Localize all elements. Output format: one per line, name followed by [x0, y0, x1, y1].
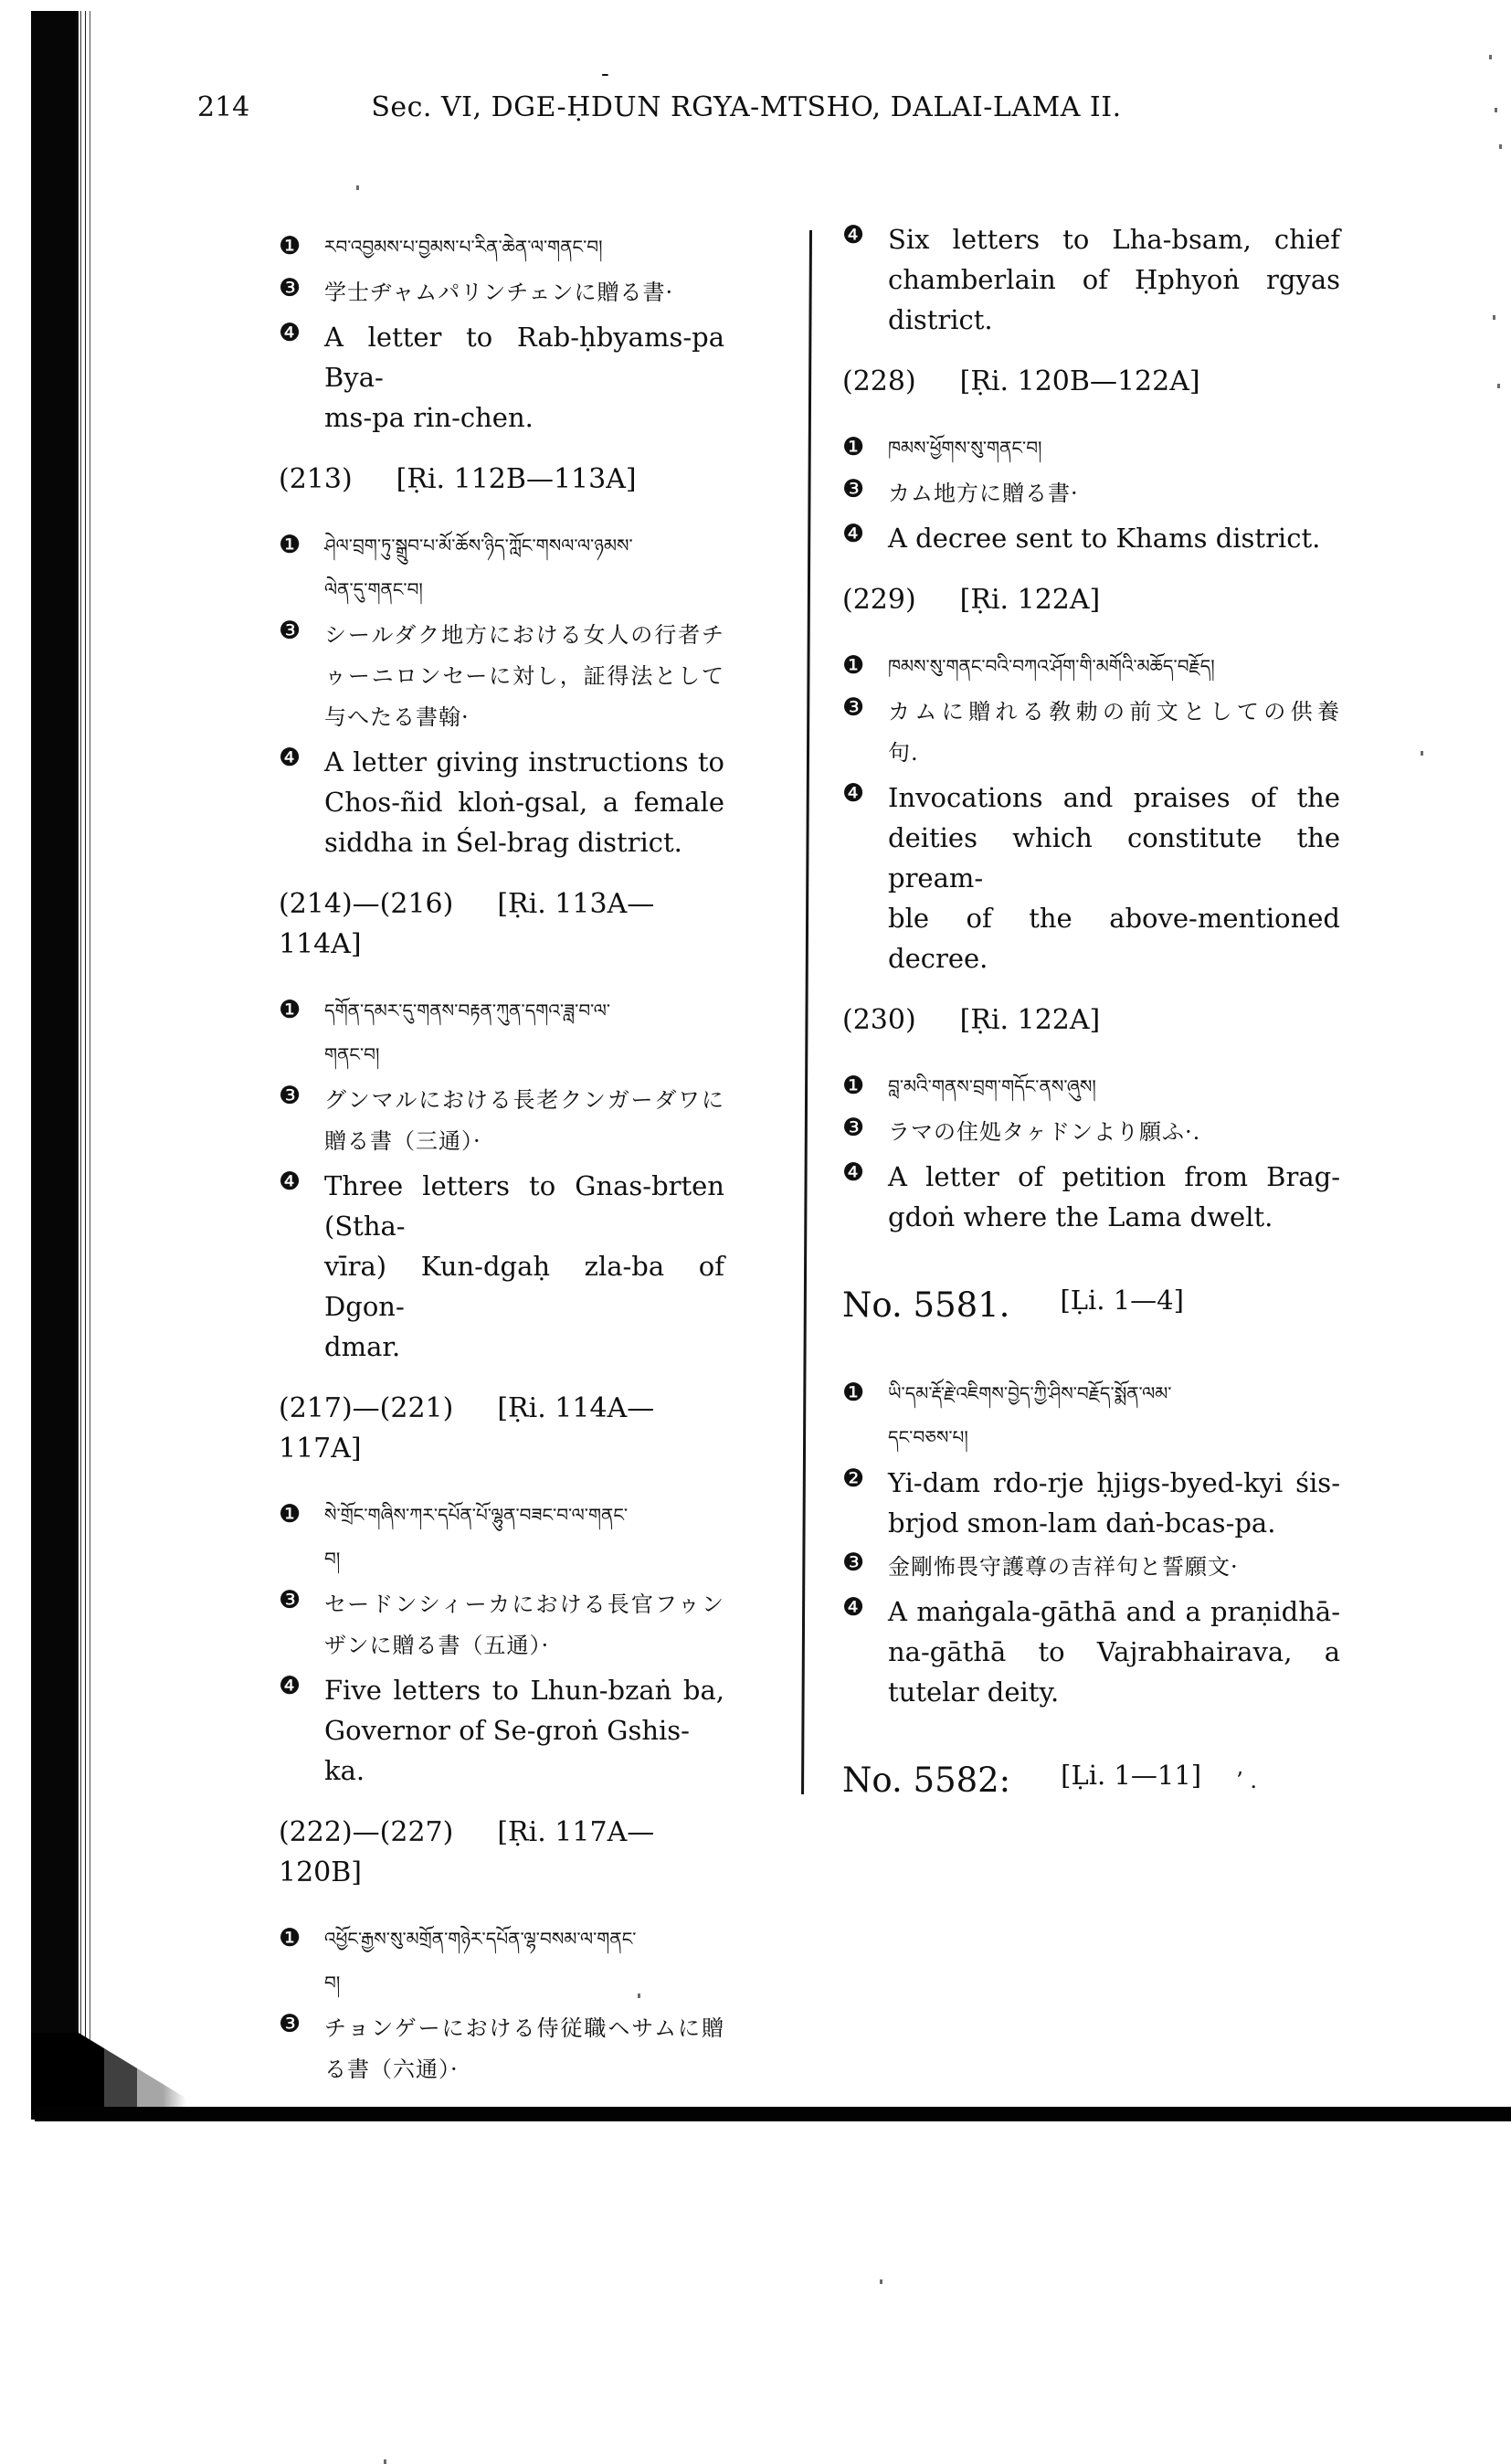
entry-lines: [888, 692, 1340, 774]
section-number: (230): [842, 1004, 916, 1036]
scan-speck: [1421, 751, 1423, 756]
scan-speck: [384, 2459, 386, 2464]
catalog-number-label: No. 5581.: [842, 1285, 1010, 1325]
entry-line: 句.: [888, 740, 919, 766]
entry-lines: [324, 615, 724, 738]
entry-line: vīra) Kun-dgaḥ zla-ba of Dgon-: [324, 1251, 724, 1322]
entry-lines: [888, 1463, 1340, 1543]
entry-line: 学士ヂャムパリンチェンに贈る書·: [324, 280, 674, 305]
numbered-disc-icon: ❹: [279, 1672, 301, 1700]
entry-line: カムに贈れる敎勅の前文としての供養: [888, 699, 1340, 724]
numbered-disc-icon: ❶: [279, 1924, 301, 1952]
entry-line: A letter of petition from Brag-: [888, 1161, 1340, 1192]
scan-speck: [880, 2279, 882, 2284]
entry-line: ble of the above-mentioned: [888, 903, 1340, 934]
entry-line: Five letters to Lhun-bzaṅ ba,: [324, 1675, 724, 1706]
numbered-disc-icon: ❹: [842, 221, 865, 249]
entry-line: གནང་བ།: [324, 1043, 380, 1065]
entry-item: [842, 518, 1340, 558]
entry-line: チョンゲーにおける侍従職ヘサムに贈: [324, 2015, 724, 2041]
numbered-disc-icon: ❸: [279, 617, 301, 645]
entry-lines: [888, 1371, 1340, 1459]
entry-lines: [888, 1592, 1340, 1712]
numbered-disc-icon: ❸: [279, 274, 301, 302]
entry-lines: [888, 1157, 1340, 1237]
entry-line: decree.: [888, 943, 988, 974]
entry-line: ཡི་དམ་རྡོ་རྗེ་འཇིགས་བྱེད་ཀྱི་ཤིས་བརྗོད་སྨོན་ལམ་: [888, 1382, 1172, 1404]
entry-lines: [888, 1547, 1340, 1588]
entry-item: [279, 1080, 724, 1162]
entry-line: ཁམས་སུ་གནང་བའི་བཀའ་ཤོག་གི་མགོའི་མཆོད་བརྗོད།: [888, 655, 1215, 677]
entry-line: Yi-dam rdo-rje ḥjigs-byed-kyi śis-: [888, 1467, 1340, 1498]
entry-item: [279, 317, 724, 438]
entry-lines: [324, 523, 724, 611]
entry-line: セードンシィーカにおける長官フゥン: [324, 1592, 724, 1617]
entry-line: 金剛怖畏守護尊の吉祥句と誓願文·: [888, 1554, 1239, 1580]
binding-shadow: [31, 11, 77, 2120]
numbered-disc-icon: ❸: [842, 1549, 865, 1577]
page-number: 214: [197, 91, 250, 123]
entry-line: 与へたる書翰·: [324, 704, 470, 730]
catalog-number-label: No. 5582:: [842, 1761, 1011, 1800]
section-number: (217)—(221): [279, 1392, 454, 1424]
numbered-disc-icon: ❶: [279, 531, 301, 559]
section-folio-ref: [Ṛi. 112B—113A]: [396, 463, 637, 495]
entry-line: district.: [888, 304, 993, 335]
entry-line: Three letters to Gnas-brten (Stha-: [324, 1170, 724, 1242]
entry-lines: [324, 1670, 724, 1791]
entry-item: [279, 1670, 724, 1791]
scan-speck: [1493, 315, 1495, 320]
entry-lines: [888, 426, 1340, 470]
numbered-disc-icon: ❸: [279, 1586, 301, 1614]
numbered-disc-icon: ❸: [842, 475, 865, 503]
section-folio-ref: [Ṛi. 122A]: [959, 584, 1101, 616]
entry-line: chamberlain of Ḥphyoṅ rgyas: [888, 264, 1340, 295]
entry-line: siddha in Śel-brag district.: [324, 827, 682, 858]
entry-lines: [324, 272, 724, 313]
entry-line: ラマの住処タヶドンより願ふ·.: [888, 1119, 1201, 1145]
numbered-disc-icon: ❹: [842, 1593, 865, 1622]
entry-line: tutelar deity.: [888, 1676, 1060, 1708]
entry-item: [842, 692, 1340, 774]
section-header: [842, 362, 1340, 402]
entry-item: [279, 1917, 724, 2004]
entry-item: [279, 1493, 724, 1581]
catalog-number: [842, 1283, 1340, 1330]
entry-lines: [888, 777, 1340, 978]
entry-lines: [324, 989, 724, 1076]
catalog-number-folio-ref: [Ḷi. 1—4]: [1060, 1285, 1184, 1316]
numbered-disc-icon: ❹: [842, 779, 865, 808]
entry-line: སེ་གྲོང་གཞིས་ཀར་དཔོན་པོ་ལྷུན་བཟང་བ་ལ་གནང་: [324, 1504, 629, 1526]
numbered-disc-icon: ❶: [279, 996, 301, 1024]
section-header: [279, 1813, 724, 1893]
entry-item: [842, 1112, 1340, 1153]
entry-lines: [324, 1917, 724, 2004]
entry-item: [842, 777, 1340, 978]
entry-item: [279, 1166, 724, 1367]
entry-item: [279, 225, 724, 269]
entry-item: [842, 426, 1340, 470]
section-number: (229): [842, 584, 916, 616]
section-folio-ref: [Ṛi. 113A—114A]: [279, 888, 655, 960]
entry-line: བླ་མའི་གནས་བྲག་གདོང་ནས་ཞུས།: [888, 1075, 1096, 1097]
entry-line: Six letters to Lha-bsam, chief: [888, 224, 1340, 255]
entry-line: ཁམས་ཕྱོགས་སུ་གནང་བ།: [888, 437, 1042, 459]
catalog-number-folio-ref: [Ḷi. 1—11]: [1061, 1760, 1202, 1791]
binding-corner-flare: [31, 2033, 214, 2115]
entry-line: དང་བཅས་པ།: [888, 1426, 968, 1448]
numbered-disc-icon: ❸: [842, 1114, 865, 1142]
entry-lines: [888, 1112, 1340, 1153]
entry-line: ゥーニロンセーに対し，証得法として: [324, 663, 724, 689]
entry-line: A letter giving instructions to: [324, 746, 724, 777]
numbered-disc-icon: ❹: [279, 319, 301, 347]
numbered-disc-icon: ❷: [842, 1465, 865, 1493]
entry-lines: [324, 1166, 724, 1367]
entry-lines: [324, 1584, 724, 1666]
section-number: (214)—(216): [279, 888, 454, 920]
section-header: [279, 884, 724, 965]
entry-line: A maṅgala-gāthā and a praṇidhā-: [888, 1596, 1340, 1627]
scan-speck: [1495, 108, 1497, 112]
section-header: [279, 460, 724, 500]
numbered-disc-icon: ❹: [279, 1168, 301, 1196]
entry-line: シールダク地方における女人の行者チ: [324, 622, 724, 648]
scan-speck: [1497, 384, 1500, 388]
numbered-disc-icon: ❶: [842, 1379, 865, 1407]
entry-line: A decree sent to Khams district.: [888, 523, 1321, 554]
entry-item: [279, 989, 724, 1076]
entry-line: グンマルにおける長老クンガーダワに: [324, 1087, 724, 1113]
section-folio-ref: [Ṛi. 122A]: [959, 1004, 1101, 1036]
entry-lines: [888, 473, 1340, 514]
header-stray-dash: -: [601, 60, 609, 88]
entry-line: gdoṅ where the Lama dwelt.: [888, 1201, 1273, 1232]
column-right: [842, 219, 1340, 1848]
numbered-disc-icon: ❸: [279, 2010, 301, 2038]
entry-line: དགོན་དམར་དུ་གནས་བརྟན་ཀུན་དགའ་ཟླ་བ་ལ་: [324, 999, 611, 1021]
entry-line: 贈る書（三通）·: [324, 1128, 481, 1154]
numbered-disc-icon: ❹: [279, 744, 301, 772]
section-number: (228): [842, 365, 916, 397]
section-header: [842, 1000, 1340, 1041]
section-folio-ref: [Ṛi. 117A—120B]: [279, 1816, 655, 1888]
entry-line: བ།: [324, 1548, 341, 1570]
entry-lines: [324, 317, 724, 438]
section-number: (222)—(227): [279, 1816, 454, 1848]
entry-line: འཕྱོང་རྒྱས་སུ་མགྲོན་གཉེར་དཔོན་ལྷ་བསམ་ལ་གནང་: [324, 1928, 637, 1950]
entry-lines: [888, 644, 1340, 688]
numbered-disc-icon: ❹: [842, 1158, 865, 1187]
column-divider-rule: [801, 230, 812, 1794]
catalog-number: [842, 1758, 1340, 1807]
entry-line: བ།: [324, 1972, 341, 1993]
entry-item: [842, 1064, 1340, 1108]
entry-line: ms-pa rin-chen.: [324, 402, 534, 433]
entry-line: ザンに贈る書（五通）·: [324, 1633, 550, 1658]
entry-item: [842, 1547, 1340, 1588]
section-folio-ref: [Ṛi. 120B—122A]: [959, 365, 1200, 397]
numbered-disc-icon: ❶: [279, 1500, 301, 1528]
entry-item: [279, 615, 724, 738]
entry-item: [279, 742, 724, 862]
column-left: [279, 225, 724, 2094]
entry-lines: [888, 1064, 1340, 1108]
entry-line: brjod smon-lam daṅ-bcas-pa.: [888, 1507, 1276, 1539]
entry-line: རབ་འབྱམས་པ་བྱམས་པ་རིན་ཆེན་ལ་གནང་བ།: [324, 236, 603, 258]
entry-line: ལེན་དུ་གནང་བ།: [324, 578, 423, 600]
entry-lines: [324, 742, 724, 862]
numbered-disc-icon: ❶: [842, 1072, 865, 1100]
entry-item: [842, 644, 1340, 688]
scan-speck: [1499, 144, 1502, 149]
numbered-disc-icon: ❶: [842, 651, 865, 680]
entry-item: [279, 2008, 724, 2090]
entry-item: [842, 473, 1340, 514]
entry-line: ཤེལ་བྲག་ཏུ་སྒྲུབ་པ་མོ་ཆོས་ཉིད་ཀློང་གསལ་ལ་ཉམས་: [324, 534, 633, 556]
numbered-disc-icon: ❶: [842, 433, 865, 461]
numbered-disc-icon: ❶: [279, 232, 301, 260]
section-header: [842, 580, 1340, 620]
entry-line: dmar.: [324, 1331, 401, 1362]
entry-lines: [888, 518, 1340, 558]
entry-item: [842, 1371, 1340, 1459]
entry-lines: [324, 225, 724, 269]
entry-line: Chos-ñid kloṅ-gsal, a female: [324, 787, 724, 818]
entry-line: る書（六通）·: [324, 2057, 459, 2082]
entry-item: [842, 1592, 1340, 1712]
entry-lines: [888, 219, 1340, 340]
scan-speck: [1489, 55, 1492, 59]
entry-lines: [324, 2008, 724, 2090]
numbered-disc-icon: ❸: [842, 693, 865, 722]
entry-line: Governor of Se-groṅ Gshis-ka.: [324, 1715, 690, 1786]
binding-streaks: [77, 11, 100, 2120]
stray-mark: ’ .: [1236, 1768, 1257, 1793]
bottom-scan-bar: [35, 2107, 1511, 2121]
page-header-title: Sec. VI, DGE-ḤDUN RGYA-MTSHO, DALAI-LAMA II.: [371, 91, 1122, 123]
entry-item: [279, 523, 724, 611]
entry-item: [842, 1157, 1340, 1237]
entry-lines: [324, 1493, 724, 1581]
numbered-disc-icon: ❸: [279, 1082, 301, 1110]
numbered-disc-icon: ❹: [842, 520, 865, 548]
section-folio-ref: [Ṛi. 114A—117A]: [279, 1392, 655, 1465]
entry-line: Invocations and praises of the: [888, 782, 1340, 813]
entry-item: [279, 1584, 724, 1666]
section-number: (213): [279, 463, 353, 495]
entry-line: カム地方に贈る書·: [888, 481, 1079, 506]
scan-speck: [356, 185, 359, 190]
entry-lines: [324, 1080, 724, 1162]
entry-line: deities which constitute the pream-: [888, 822, 1340, 894]
entry-item: [279, 272, 724, 313]
entry-line: na-gāthā to Vajrabhairava, a: [888, 1636, 1340, 1667]
section-header: [279, 1389, 724, 1469]
entry-item: [842, 1463, 1340, 1543]
entry-item: [842, 219, 1340, 340]
entry-line: A letter to Rab-ḥbyams-pa Bya-: [324, 322, 724, 393]
